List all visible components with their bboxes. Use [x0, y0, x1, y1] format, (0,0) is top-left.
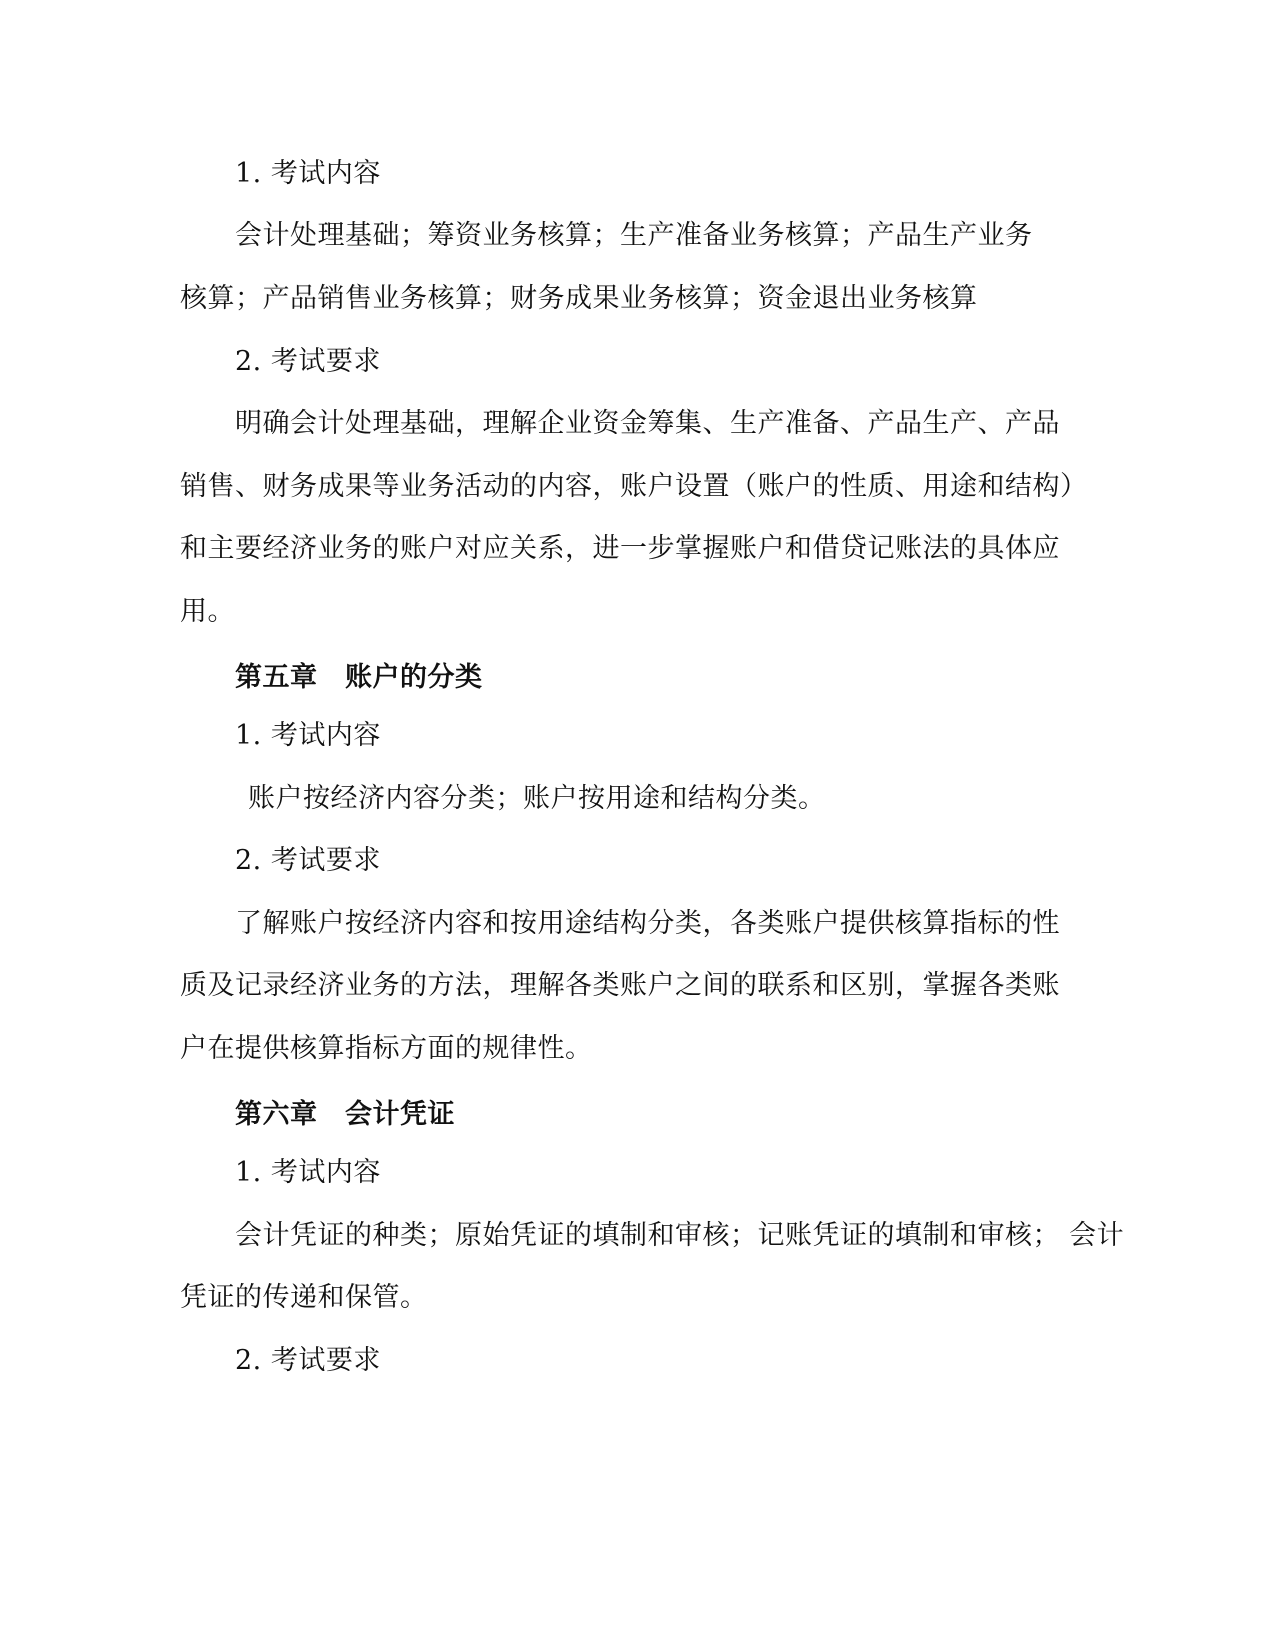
paragraph-line: 销售、财务成果等业务活动的内容，账户设置（账户的性质、用途和结构）: [180, 471, 1088, 502]
paragraph-line: 和主要经济业务的账户对应关系，进一步掌握账户和借贷记账法的具体应: [180, 533, 1060, 564]
paragraph-line: 户在提供核算指标方面的规律性。: [180, 1033, 593, 1064]
exam-content-title: 1. 考试内容: [235, 720, 381, 751]
chapter-heading: 第六章 会计凭证: [235, 1099, 455, 1130]
paragraph-line: 账户按经济内容分类；账户按用途和结构分类。: [248, 783, 826, 814]
paragraph-line: 了解账户按经济内容和按用途结构分类，各类账户提供核算指标的性: [235, 908, 1060, 939]
exam-content-title: 1. 考试内容: [235, 1157, 381, 1188]
paragraph-line: 明确会计处理基础，理解企业资金筹集、生产准备、产品生产、产品: [235, 408, 1060, 439]
paragraph-line: 用。: [180, 596, 235, 627]
chapter-heading: 第五章 账户的分类: [235, 662, 483, 693]
paragraph-line: 核算；产品销售业务核算；财务成果业务核算；资金退出业务核算: [180, 283, 978, 314]
exam-requirement-title: 2. 考试要求: [235, 1345, 381, 1376]
paragraph-line: 质及记录经济业务的方法，理解各类账户之间的联系和区别，掌握各类账: [180, 970, 1060, 1001]
paragraph-line: 凭证的传递和保管。: [180, 1282, 428, 1313]
exam-requirement-title: 2. 考试要求: [235, 845, 381, 876]
exam-requirement-title: 2. 考试要求: [235, 346, 381, 377]
exam-content-title: 1. 考试内容: [235, 158, 381, 189]
paragraph-line: 会计处理基础；筹资业务核算；生产准备业务核算；产品生产业务: [235, 220, 1033, 251]
paragraph-line: 会计凭证的种类；原始凭证的填制和审核；记账凭证的填制和审核； 会计: [235, 1220, 1125, 1251]
